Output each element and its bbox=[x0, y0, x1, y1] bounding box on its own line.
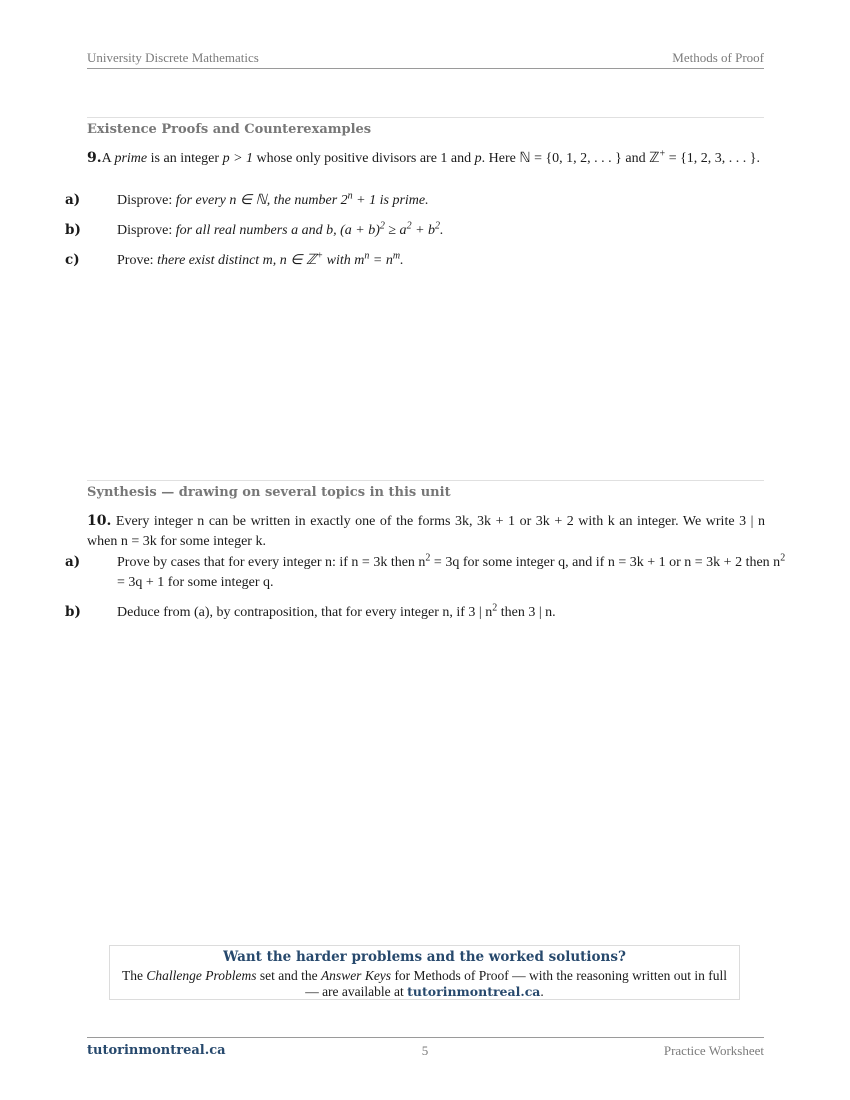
section-divider bbox=[87, 480, 764, 481]
footer-doc-type: Practice Worksheet bbox=[663, 1043, 764, 1058]
problem-10-part-a: a) Prove by cases that for every integer n: if n = 3k then $n^2 = 3q$ for some integer q, and if n = 3k + 1 or n = 3k + 2 then $n^2 = 3q + 1$ for some integer q. bbox=[65, 552, 786, 590]
page-header bbox=[87, 50, 764, 69]
problem-9-part-b: b) Disprove: for all real numbers a and b, $(a + b)^2 \ge a^2 + b^2$. bbox=[65, 220, 444, 238]
problem-9-statement: 9.A prime is an integer p > 1 whose only positive divisors are 1 and p. Here ℕ = {0, 1, 2, . . . } and ℤ+ = {1, 2, 3, . . . }. bbox=[87, 148, 761, 166]
part-label: b) bbox=[65, 604, 81, 620]
footer-site-link[interactable]: tutorinmontreal.ca bbox=[87, 1043, 226, 1058]
problem-number: 10. bbox=[87, 513, 112, 529]
section-divider bbox=[87, 117, 764, 118]
problem-9-part-c: c) Prove: there exist distinct m, n ∈ ℤ+ with $m^n = n^m$. bbox=[65, 250, 404, 268]
part-label: a) bbox=[65, 192, 81, 208]
footer-rule bbox=[87, 1037, 764, 1038]
problem-number: 9. bbox=[87, 150, 102, 166]
promo-site-link[interactable]: tutorinmontreal.ca bbox=[407, 984, 541, 999]
problem-10-part-b: b) Deduce from (a), by contraposition, that for every integer n, if 3 | $n^2$ then 3 | n. bbox=[65, 602, 556, 620]
promo-heading: Want the harder problems and the worked solutions? bbox=[223, 949, 626, 965]
part-label: b) bbox=[65, 222, 81, 238]
problem-10-statement: 10. Every integer n can be written in exactly one of the forms 3k, 3k + 1 or 3k + 2 with k an integer. We write 3 | n when n = 3k for some integer k. bbox=[87, 513, 765, 549]
part-label: c) bbox=[65, 252, 80, 268]
page-number: 5 bbox=[421, 1043, 429, 1058]
header-course-title: University Discrete Mathematics bbox=[87, 50, 259, 65]
problem-9-part-a: a) Disprove: for every n ∈ ℕ, the number $2^n + 1$ is prime. bbox=[65, 190, 429, 208]
header-unit-title: Methods of Proof bbox=[672, 50, 764, 65]
part-label: a) bbox=[65, 554, 81, 570]
section-title-existence: Existence Proofs and Counterexamples bbox=[87, 122, 372, 137]
promo-text: The Challenge Problems set and the Answer Keys for Methods of Proof — with the reasoning written out in full — are available at tutorinmontreal.ca. bbox=[121, 968, 728, 999]
section-title-synthesis: Synthesis — drawing on several topics in this unit bbox=[87, 485, 451, 500]
promo-box bbox=[109, 945, 740, 1000]
